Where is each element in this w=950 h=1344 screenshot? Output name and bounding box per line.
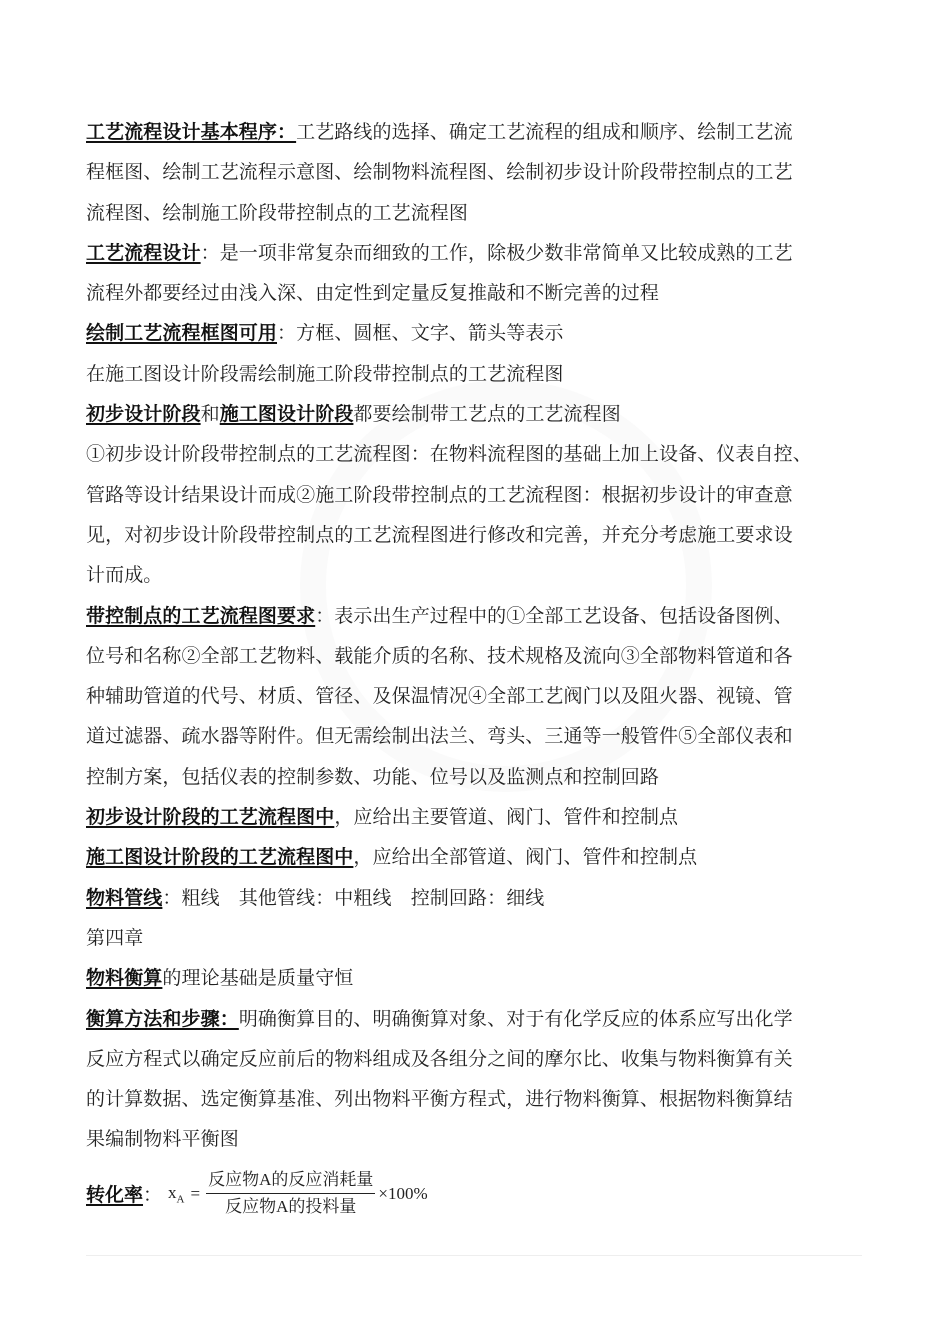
line-text: 第四章 — [86, 926, 144, 949]
key-term: 初步设计阶段 — [86, 403, 201, 426]
text-line — [86, 273, 882, 313]
text-line — [86, 515, 882, 555]
text-line — [86, 193, 882, 233]
line-text: 道过滤器、疏水器等附件。但无需绘制出法兰、弯头、三通等一般管件⑤全部仪表和 — [86, 725, 793, 748]
text-line — [86, 958, 882, 998]
document-page — [86, 112, 882, 1224]
text-line — [86, 596, 882, 636]
line-text: 计而成。 — [86, 564, 163, 587]
text-line — [86, 837, 882, 877]
key-term: 施工图设计阶段的工艺流程图中 — [86, 846, 354, 869]
key-term: 工艺流程设计基本程序： — [86, 121, 297, 143]
line-text: ①初步设计阶段带控制点的工艺流程图：在物料流程图的基础上加上设备、仪表自控、 — [86, 443, 812, 466]
formula-fraction — [206, 1169, 375, 1218]
key-term: 物料管线 — [86, 886, 163, 909]
text-line — [86, 1119, 882, 1159]
formula-variable: $x_A$ — [168, 1182, 185, 1205]
text-line — [86, 555, 882, 595]
line-text: 流程图、绘制施工阶段带控制点的工艺流程图 — [86, 201, 469, 224]
line-text: 程框图、绘制工艺流程示意图、绘制物料流程图、绘制初步设计阶段带控制点的工艺 — [86, 161, 793, 184]
line-text: 位号和名称②全部工艺物料、载能介质的名称、技术规格及流向③全部物料管道和各 — [86, 644, 793, 667]
text-line — [86, 152, 882, 192]
text-line — [86, 1079, 882, 1119]
text-line — [86, 394, 882, 434]
text-line — [86, 878, 882, 918]
text-line — [86, 757, 882, 797]
key-term: 物料衡算 — [86, 967, 163, 990]
key-term: 施工图设计阶段 — [219, 403, 354, 426]
line-text: 反应方程式以确定反应前后的物料组成及各组分之间的摩尔比、收集与物料衡算有关 — [86, 1047, 793, 1070]
text-line — [86, 1039, 882, 1079]
text-line — [86, 999, 882, 1039]
line-text: 的理论基础是质量守恒 — [162, 967, 354, 990]
line-text: 见，对初步设计阶段带控制点的工艺流程图进行修改和完善，并充分考虑施工要求设 — [86, 523, 793, 546]
conversion-rate-formula — [86, 1164, 882, 1224]
formula-colon: ： — [143, 1184, 163, 1207]
text-line — [86, 475, 882, 515]
text-line — [86, 918, 882, 958]
key-term: 绘制工艺流程框图可用 — [86, 322, 278, 345]
line-text: 种辅助管道的代号、材质、管径、及保温情况④全部工艺阀门以及阻火器、视镜、管 — [86, 685, 793, 708]
key-term: 带控制点的工艺流程图要求 — [86, 604, 316, 627]
formula-denominator: 反应物A的投料量 — [225, 1197, 357, 1217]
line-text: 控制方案，包括仪表的控制参数、功能、位号以及监测点和控制回路 — [86, 765, 660, 788]
text-line — [86, 636, 882, 676]
text-line — [86, 112, 882, 152]
line-text: ：是一项非常复杂而细致的工作，除极少数非常简单又比较成熟的工艺 — [200, 241, 793, 264]
text-line — [86, 354, 882, 394]
formula-equals: = — [190, 1183, 201, 1203]
line-text: 工艺路线的选择、确定工艺流程的组成和顺序、绘制工艺流 — [296, 121, 793, 143]
line-text: 的计算数据、选定衡算基准、列出物料平衡方程式，进行物料衡算、根据物料衡算结 — [86, 1088, 793, 1111]
page-bottom-divider — [86, 1255, 862, 1256]
text-line — [86, 676, 882, 716]
line-text: 流程外都要经过由浅入深、由定性到定量反复推敲和不断完善的过程 — [86, 282, 660, 305]
formula-multiplier: ×100% — [378, 1183, 428, 1203]
line-text: ，应给出主要管道、阀门、管件和控制点 — [334, 806, 679, 829]
line-text: 果编制物料平衡图 — [86, 1128, 239, 1151]
formula-term: 转化率 — [86, 1184, 144, 1207]
text-line — [86, 716, 882, 756]
text-line — [86, 233, 882, 273]
key-term: 工艺流程设计 — [86, 241, 201, 264]
line-text: 明确衡算目的、明确衡算对象、对于有化学反应的体系应写出化学 — [238, 1007, 793, 1030]
line-text: ，应给出全部管道、阀门、管件和控制点 — [353, 846, 698, 869]
line-text: ：表示出生产过程中的①全部工艺设备、包括设备图例、 — [315, 604, 793, 627]
formula-expression — [168, 1169, 428, 1218]
key-term: 初步设计阶段的工艺流程图中 — [86, 806, 335, 829]
key-term: 衡算方法和步骤： — [86, 1007, 239, 1030]
text-line — [86, 313, 882, 353]
line-text: 都要绘制带工艺点的工艺流程图 — [353, 403, 621, 426]
line-text: ：方框、圆框、文字、箭头等表示 — [277, 322, 564, 345]
line-connector-text: 和 — [200, 403, 220, 426]
line-text: ：粗线 其他管线：中粗线 控制回路：细线 — [162, 886, 545, 909]
line-text: 在施工图设计阶段需绘制施工阶段带控制点的工艺流程图 — [86, 362, 564, 385]
text-line — [86, 434, 882, 474]
paragraph-lines — [86, 112, 882, 1160]
formula-numerator: 反应物A的反应消耗量 — [206, 1169, 375, 1194]
text-line — [86, 797, 882, 837]
line-text: 管路等设计结果设计而成②施工阶段带控制点的工艺流程图：根据初步设计的审查意 — [86, 483, 793, 506]
